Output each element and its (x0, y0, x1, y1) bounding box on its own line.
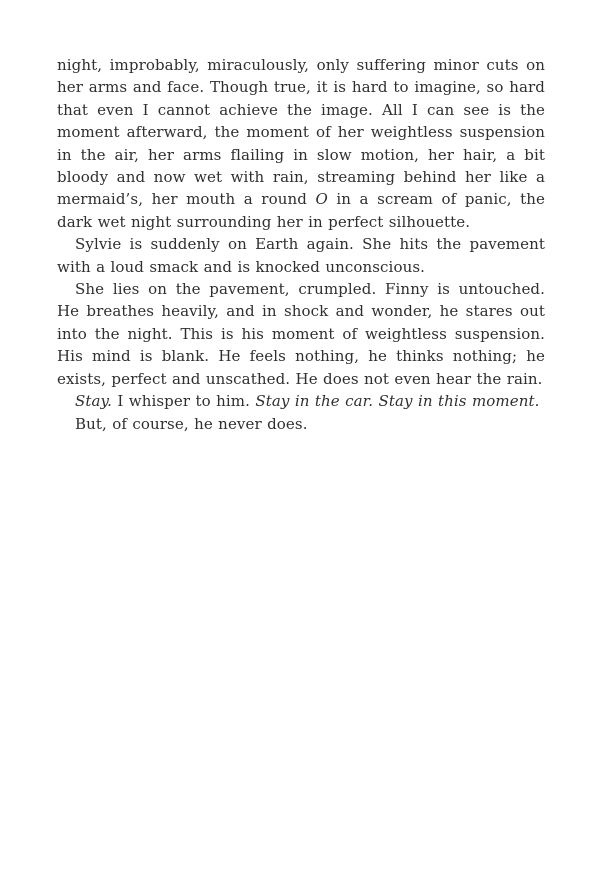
paragraph-text: I whisper to him. (112, 392, 256, 411)
paragraph: But, of course, he never does. (75, 414, 308, 433)
paragraph-continuation (57, 54, 545, 233)
paragraph: Sylvie is suddenly on Earth again. She hits the pavement with a loud smack and is knocked unconscious. (57, 235, 545, 276)
paragraph-text: in a scream of panic, the dark wet night surrounding her in perfect silhouette. (57, 190, 545, 231)
italic-phrase: Stay in the car. Stay in this moment. (255, 392, 540, 411)
italic-letter-o: O (315, 190, 328, 209)
paragraph: She lies on the pavement, crumpled. Finny is untouched. He breathes heavily, and in shock and wonder, he stares out into the night. This is his moment of weightless suspension. His mind is blank. He feels nothing, he thinks nothing; he exists, perfect and unscathed. He does not even hear the rain. (57, 280, 545, 388)
paragraph-text: night, improbably, miraculously, only suffering minor cuts on her arms and face. Though true, it is hard to imagine, so hard that even I cannot achieve the image. All I can see is the moment afterward, the moment of her weightless suspension in the air, her arms flailing in slow motion, her hair, a bit bloody and now wet with rain, streaming behind her like a mermaid’s, her mouth a round (57, 56, 545, 209)
italic-phrase: Stay. (75, 392, 112, 411)
paragraph-with-italics (57, 390, 545, 412)
